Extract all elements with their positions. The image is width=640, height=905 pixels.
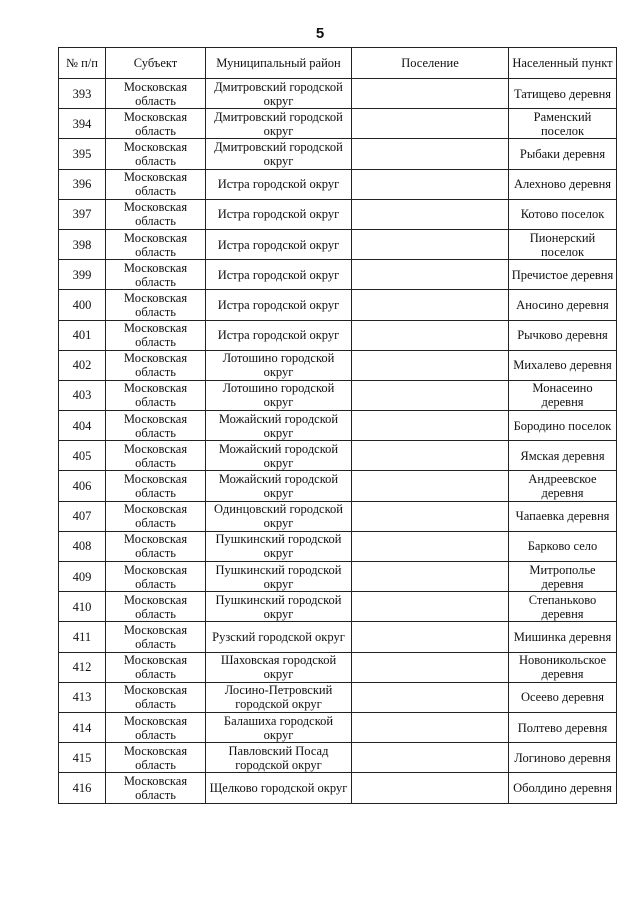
cell-num: 406 [59,471,106,501]
cell-locality: Андреевское деревня [509,471,617,501]
header-settlement: Поселение [352,48,509,79]
cell-subject: Московская область [106,350,206,380]
cell-district: Дмитровский городской округ [206,79,352,109]
cell-num: 395 [59,139,106,169]
table-row [59,320,617,350]
cell-locality: Рычково деревня [509,320,617,350]
page-number: 5 [315,25,325,42]
cell-subject: Московская область [106,139,206,169]
table-row [59,652,617,682]
cell-district: Лотошино городской округ [206,350,352,380]
header-num: № п/п [59,48,106,79]
table-row [59,260,617,290]
cell-locality: Барково село [509,531,617,561]
cell-settlement [352,743,509,773]
cell-settlement [352,471,509,501]
cell-district: Можайский городской округ [206,471,352,501]
cell-locality: Мишинка деревня [509,622,617,652]
cell-num: 409 [59,562,106,592]
cell-subject: Московская область [106,471,206,501]
table-row [59,109,617,139]
cell-settlement [352,531,509,561]
cell-settlement [352,441,509,471]
cell-subject: Московская область [106,441,206,471]
cell-num: 414 [59,712,106,742]
cell-settlement [352,622,509,652]
cell-district: Истра городской округ [206,199,352,229]
cell-num: 394 [59,109,106,139]
cell-num: 416 [59,773,106,803]
cell-subject: Московская область [106,562,206,592]
cell-district: Истра городской округ [206,290,352,320]
cell-district: Дмитровский городской округ [206,139,352,169]
cell-locality: Татищево деревня [509,79,617,109]
header-subject: Субъект [106,48,206,79]
cell-settlement [352,682,509,712]
cell-num: 405 [59,441,106,471]
cell-num: 400 [59,290,106,320]
cell-num: 398 [59,229,106,259]
cell-num: 411 [59,622,106,652]
cell-district: Лотошино городской округ [206,380,352,410]
table-header-row [59,48,617,79]
cell-settlement [352,773,509,803]
cell-num: 396 [59,169,106,199]
cell-district: Лосино-Петровский городской округ [206,682,352,712]
cell-settlement [352,260,509,290]
cell-subject: Московская область [106,773,206,803]
cell-subject: Московская область [106,79,206,109]
cell-subject: Московская область [106,743,206,773]
cell-district: Пушкинский городской округ [206,531,352,561]
cell-locality: Котово поселок [509,199,617,229]
table-row [59,229,617,259]
cell-num: 413 [59,682,106,712]
cell-settlement [352,229,509,259]
table-row [59,773,617,803]
cell-district: Истра городской округ [206,229,352,259]
cell-settlement [352,592,509,622]
table-row [59,531,617,561]
cell-locality: Пионерский поселок [509,229,617,259]
table-row [59,411,617,441]
settlements-table [58,47,617,804]
table-row [59,290,617,320]
table-row [59,562,617,592]
table-row [59,682,617,712]
header-locality: Населенный пункт [509,48,617,79]
header-district: Муниципальный район [206,48,352,79]
cell-subject: Московская область [106,109,206,139]
cell-locality: Митрополье деревня [509,562,617,592]
table-row [59,169,617,199]
cell-locality: Михалево деревня [509,350,617,380]
cell-district: Пушкинский городской округ [206,562,352,592]
cell-settlement [352,501,509,531]
cell-district: Шаховская городской округ [206,652,352,682]
cell-locality: Аносино деревня [509,290,617,320]
cell-district: Можайский городской округ [206,441,352,471]
cell-subject: Московская область [106,622,206,652]
table-row [59,79,617,109]
cell-locality: Чапаевка деревня [509,501,617,531]
cell-subject: Московская область [106,199,206,229]
table-row [59,712,617,742]
cell-num: 407 [59,501,106,531]
cell-subject: Московская область [106,380,206,410]
cell-district: Одинцовский городской округ [206,501,352,531]
cell-num: 404 [59,411,106,441]
cell-locality: Ямская деревня [509,441,617,471]
cell-district: Можайский городской округ [206,411,352,441]
table-row [59,592,617,622]
cell-settlement [352,712,509,742]
cell-district: Павловский Посад городской округ [206,743,352,773]
table-row [59,441,617,471]
cell-num: 393 [59,79,106,109]
cell-locality: Алехново деревня [509,169,617,199]
cell-locality: Раменский поселок [509,109,617,139]
cell-district: Рузский городской округ [206,622,352,652]
cell-district: Дмитровский городской округ [206,109,352,139]
cell-settlement [352,290,509,320]
cell-num: 397 [59,199,106,229]
table-body [59,79,617,804]
cell-subject: Московская область [106,320,206,350]
cell-num: 412 [59,652,106,682]
cell-district: Пушкинский городской округ [206,592,352,622]
cell-locality: Пречистое деревня [509,260,617,290]
cell-settlement [352,380,509,410]
cell-settlement [352,109,509,139]
cell-locality: Новоникольское деревня [509,652,617,682]
cell-locality: Бородино поселок [509,411,617,441]
table-row [59,501,617,531]
cell-subject: Московская область [106,411,206,441]
cell-district: Истра городской округ [206,169,352,199]
cell-locality: Рыбаки деревня [509,139,617,169]
cell-settlement [352,350,509,380]
cell-subject: Московская область [106,169,206,199]
table-row [59,139,617,169]
cell-locality: Логиново деревня [509,743,617,773]
cell-settlement [352,411,509,441]
cell-num: 401 [59,320,106,350]
cell-subject: Московская область [106,682,206,712]
cell-subject: Московская область [106,592,206,622]
cell-num: 399 [59,260,106,290]
cell-settlement [352,199,509,229]
table-row [59,350,617,380]
cell-district: Щелково городской округ [206,773,352,803]
cell-num: 410 [59,592,106,622]
cell-settlement [352,562,509,592]
cell-subject: Московская область [106,712,206,742]
cell-settlement [352,169,509,199]
cell-subject: Московская область [106,229,206,259]
cell-locality: Осеево деревня [509,682,617,712]
cell-locality: Полтево деревня [509,712,617,742]
cell-locality: Оболдино деревня [509,773,617,803]
cell-locality: Монасеино деревня [509,380,617,410]
cell-settlement [352,79,509,109]
cell-subject: Московская область [106,501,206,531]
cell-district: Истра городской округ [206,260,352,290]
cell-subject: Московская область [106,652,206,682]
cell-settlement [352,320,509,350]
cell-settlement [352,139,509,169]
cell-num: 415 [59,743,106,773]
cell-settlement [352,652,509,682]
table-row [59,380,617,410]
table-row [59,743,617,773]
cell-subject: Московская область [106,531,206,561]
cell-district: Истра городской округ [206,320,352,350]
cell-num: 403 [59,380,106,410]
cell-num: 402 [59,350,106,380]
cell-district: Балашиха городской округ [206,712,352,742]
cell-subject: Московская область [106,260,206,290]
table-row [59,622,617,652]
table-row [59,199,617,229]
table-row [59,471,617,501]
cell-locality: Степаньково деревня [509,592,617,622]
cell-num: 408 [59,531,106,561]
cell-subject: Московская область [106,290,206,320]
